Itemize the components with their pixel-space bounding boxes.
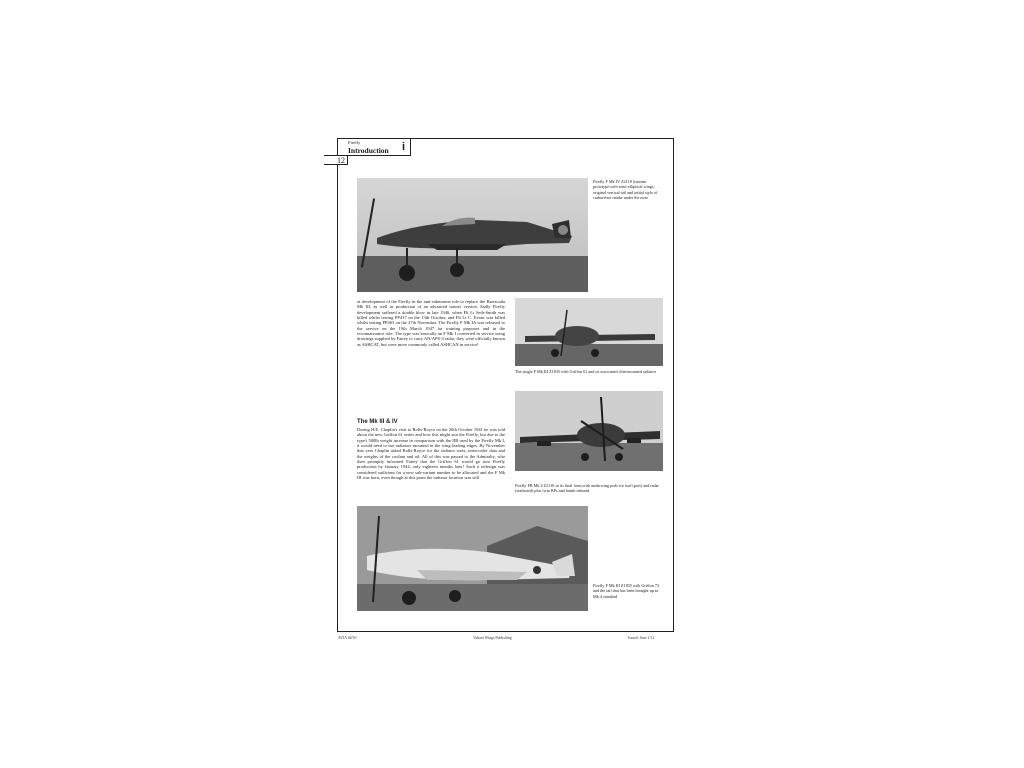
section-title: Introduction — [348, 146, 389, 155]
document-page — [337, 138, 674, 640]
photo3-caption: Firefly FR Mk 4 Z2118 in its final form with underwing pods for fuel (port) and radar (starboard) plus twin RPs and bomb inboard — [515, 483, 659, 494]
section-heading: The Mk III & IV — [357, 419, 398, 425]
photo-firefly-mk-iv — [357, 178, 588, 292]
body-paragraph-1: at development of the Firefly in the anti-submarine role to replace the Barracuda Mk III, as well as production of an advanced trainer version. Sadly Firefly development suffered a double blow in late 1946, when Flt Lt Seth-Smith was killed whilst testing PP417 on the 13th October, and Flt Lt C. Evans was killed whilst testing PP463 on the 27th November. The Firefly F Mk IA was released to the service on the 19th March 1947 for training purposes and in the reconnaissance role. The type was basically an F Mk I converted in service using drawings supplied by Fairey to carry AN/APS-4 radar; they were officially known as ASHCAT, but were more commonly called ASHCAN in service! — [357, 299, 506, 347]
footer-center: Valiant Wings Publishing — [473, 636, 512, 640]
footer-right: Issued: June 1/12 — [628, 636, 655, 640]
footer-left: AVIA 04/10 — [338, 636, 357, 640]
section-header — [338, 139, 411, 156]
series-label: Firefly — [348, 140, 361, 145]
photo-firefly-mk-iii-single — [515, 298, 663, 366]
photo-firefly-mk-iii-z1835 — [357, 506, 588, 611]
body-paragraph-2: During H.E. Chaplin's visit to Rolls-Royce on the 20th October 1941 he was told about the new Griffon 61 series and how this might suit the Firefly, but due to the type's 500lb weight increase in comparison with the IIB used by the Firefly Mk I, it would need to use radiators mounted in the wing leading edges. By November that year Chaplin asked Rolls-Royce for the radiator sizes, intercooler data and the weights of the coolant and oil. All of this was passed to the Admiralty, who then promptly informed Fairey that the Griffon 61 would go into Firefly production by January 1944, only eighteen months later! Such a redesign was considered sufficient for a new sub-variant number to be allocated and the F Mk III was born, even though at this point the radiator location was still — [357, 427, 505, 481]
info-icon: i — [402, 141, 406, 153]
photo2-caption: The single F Mk III Z1835 with Griffon 61 and its associated chin-mounted radiator — [515, 369, 656, 374]
photo-firefly-fr-mk4 — [515, 391, 663, 471]
page-number: 12 — [324, 155, 348, 165]
photo1-caption: Firefly F Mk IV Z2118 (interim prototype with semi-elliptical wings, original vertical tail and initial style of carburettor intake under the nose — [593, 179, 658, 200]
photo4-caption: Firefly F Mk III Z1835 with Griffon 72 and the tail that has been brought up to Mk 4 standard — [593, 583, 660, 599]
